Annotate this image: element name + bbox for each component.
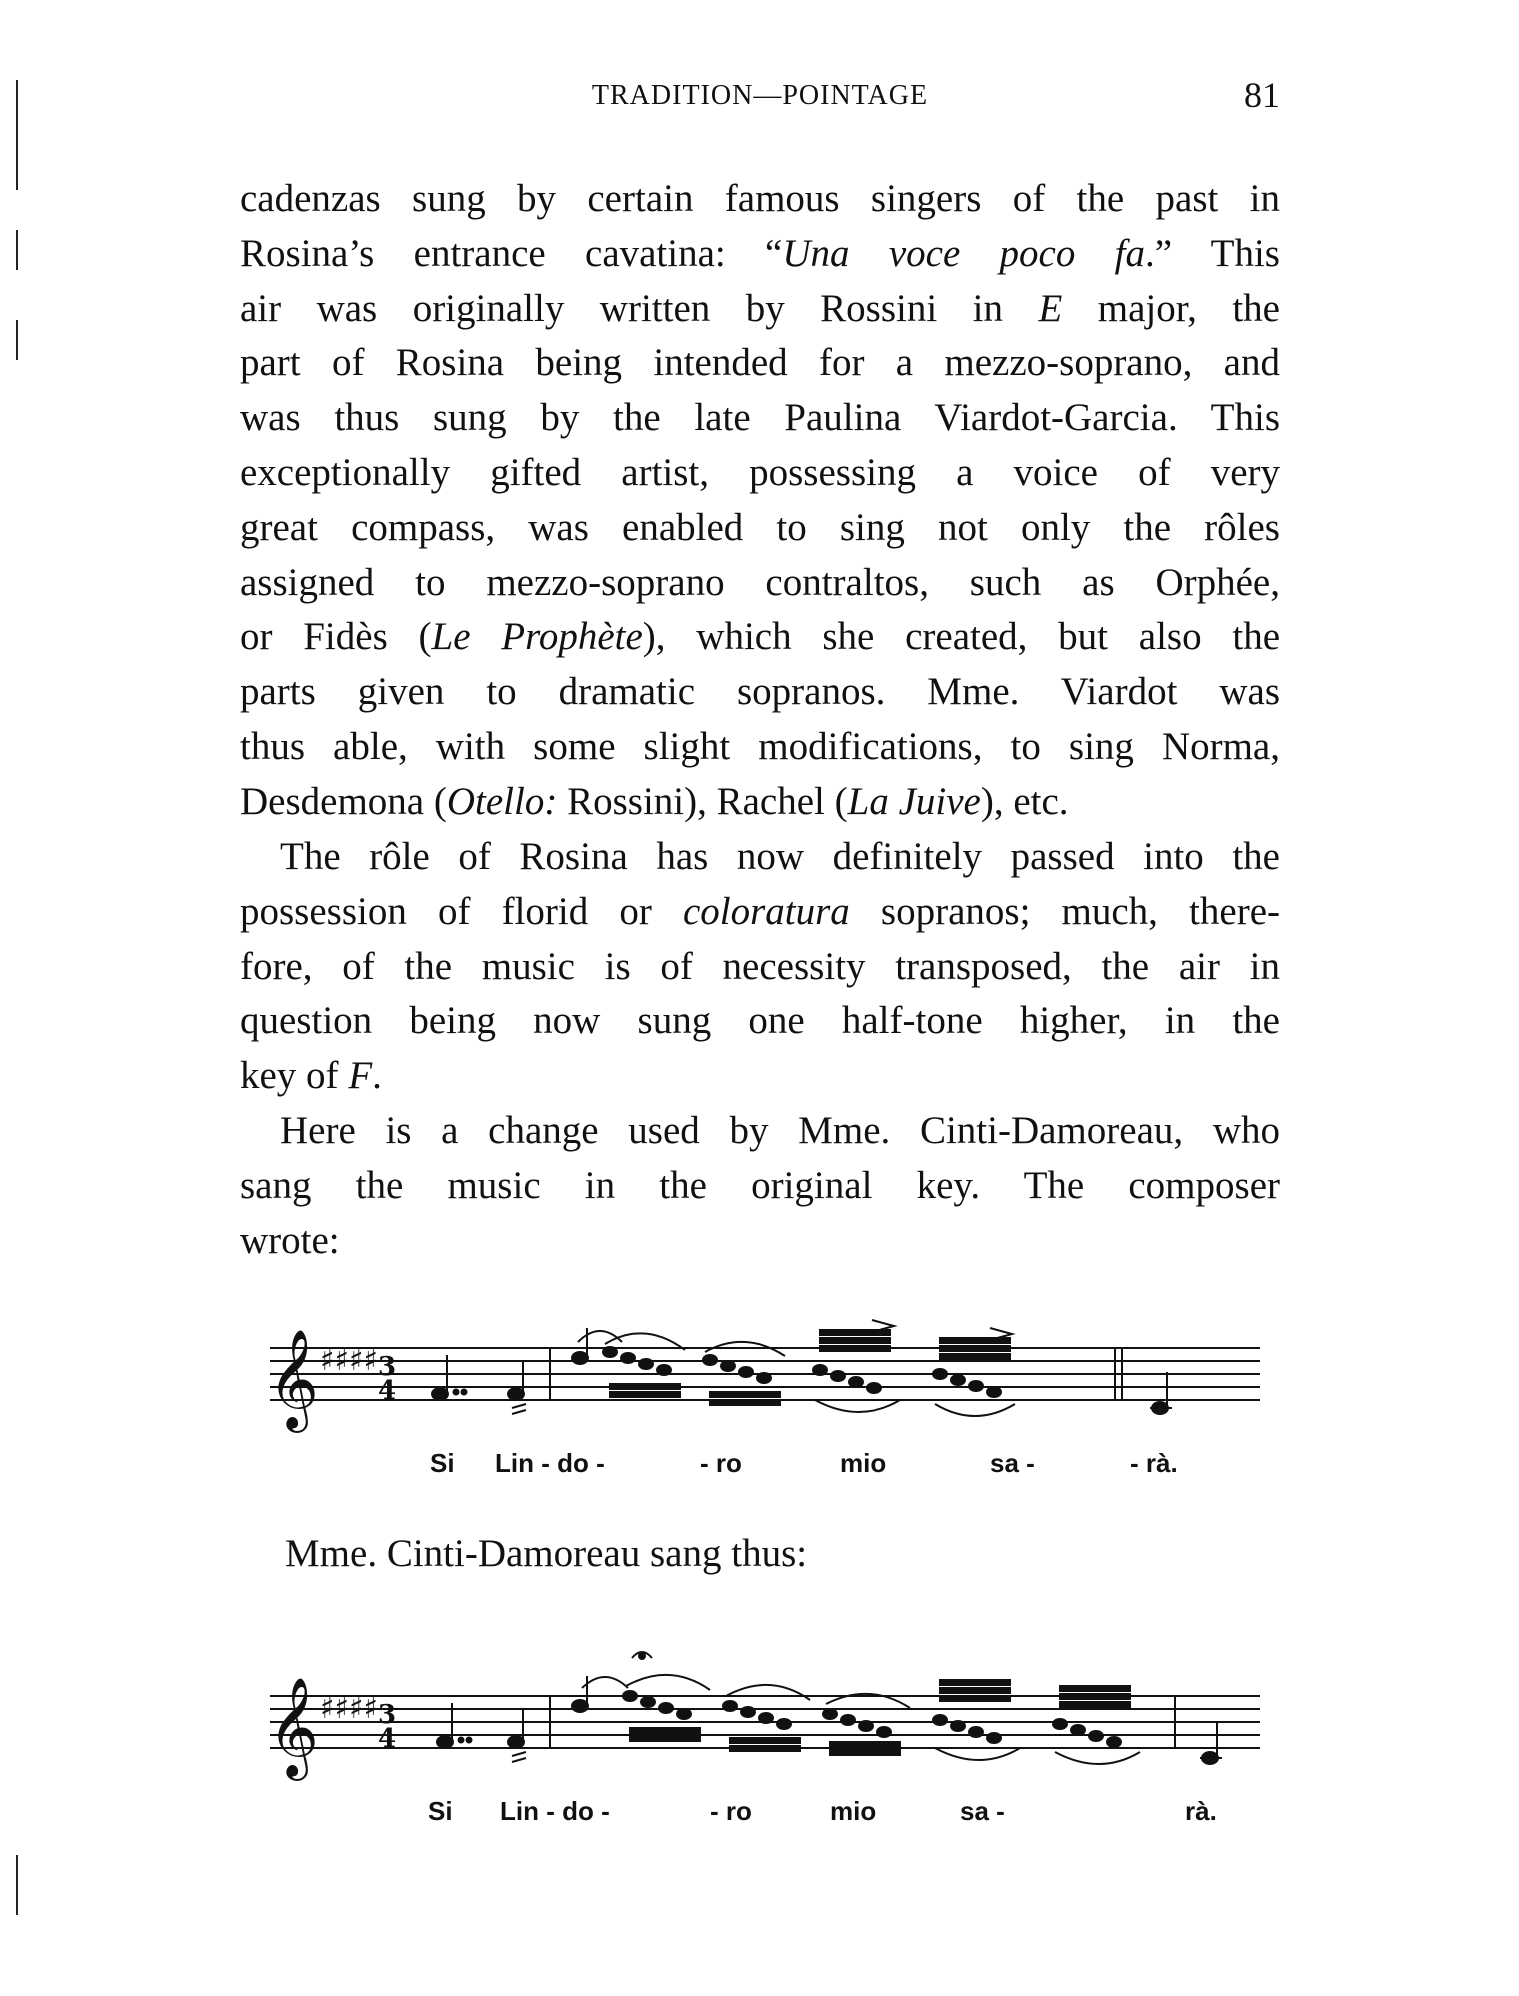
svg-text:4: 4 bbox=[378, 1724, 397, 1754]
lyric-syllable: - ro bbox=[710, 1796, 752, 1826]
text-line: sang the music in the original key. The composer bbox=[240, 1163, 1280, 1207]
music-example-2 bbox=[260, 1628, 1280, 1828]
svg-text:3: 3 bbox=[378, 1352, 397, 1382]
left-margin-rule bbox=[16, 320, 18, 360]
text-line: Rosina’s entrance cavatina: “Una voce poco fa.” This bbox=[240, 231, 1280, 275]
text-line: Here is a change used by Mme. Cinti-Damoreau, who bbox=[280, 1109, 1280, 1152]
text-line: was thus sung by the late Paulina Viardot-Garcia. This bbox=[240, 396, 1280, 440]
text-line: cadenzas sung by certain famous singers of the past in bbox=[240, 177, 1280, 220]
text-line: part of Rosina being intended for a mezzo-soprano, and bbox=[240, 341, 1280, 385]
text-line: possession of florid or coloratura sopranos; much, there- bbox=[240, 889, 1280, 933]
lyric-syllable: Si bbox=[430, 1448, 455, 1478]
key-signature: ♯♯♯♯ bbox=[320, 1691, 379, 1726]
text-line: question being now sung one half-tone higher, in the bbox=[240, 999, 1280, 1043]
example-caption: Mme. Cinti-Damoreau sang thus: bbox=[285, 1532, 808, 1575]
text-line: exceptionally gifted artist, possessing a voice of very bbox=[240, 450, 1280, 494]
text-line: fore, of the music is of necessity transposed, the air in bbox=[240, 944, 1280, 988]
running-title: TRADITION—POINTAGE bbox=[591, 80, 929, 111]
text-line: or Fidès (Le Prophète), which she created, but also the bbox=[240, 615, 1281, 659]
paragraph-2 bbox=[240, 830, 1280, 1104]
text-line: Desdemona (Otello: Rossini), Rachel (La Juive), etc. bbox=[240, 779, 1069, 823]
left-margin-rule bbox=[16, 80, 18, 190]
lyric-syllable: rà. bbox=[1185, 1796, 1217, 1826]
text-line: thus able, with some slight modifications, to sing Norma, bbox=[240, 724, 1280, 768]
svg-text:4: 4 bbox=[378, 1376, 397, 1406]
lyric-syllable: sa - bbox=[960, 1796, 1005, 1826]
lyric-syllable: Lin - do - bbox=[500, 1796, 610, 1826]
lyric-syllable: sa - bbox=[990, 1448, 1035, 1478]
lyric-syllable: mio bbox=[830, 1796, 877, 1826]
text-line: air was originally written by Rossini in E major, the bbox=[240, 286, 1280, 330]
page-header bbox=[240, 74, 1280, 114]
text-line: wrote: bbox=[240, 1218, 340, 1262]
treble-clef-icon: 𝄞 bbox=[268, 1329, 319, 1429]
text-line: parts given to dramatic sopranos. Mme. Viardot was bbox=[240, 670, 1280, 714]
staff-notation bbox=[260, 1628, 1280, 1788]
staff-notation bbox=[260, 1300, 1280, 1440]
page-number: 81 bbox=[1244, 75, 1280, 115]
music-example-1 bbox=[260, 1300, 1280, 1480]
svg-text:3: 3 bbox=[378, 1700, 397, 1730]
lyric-syllable: Lin - do - bbox=[495, 1448, 605, 1478]
text-line: The rôle of Rosina has now definitely passed into the bbox=[280, 835, 1280, 878]
paragraph-1 bbox=[240, 172, 1280, 830]
paragraph-3 bbox=[240, 1104, 1280, 1268]
text-line: great compass, was enabled to sing not only the rôles bbox=[240, 505, 1280, 549]
left-margin-rule bbox=[16, 1855, 18, 1915]
lyric-syllable: - rà. bbox=[1130, 1448, 1178, 1478]
lyric-syllable: - ro bbox=[700, 1448, 742, 1478]
left-margin-rule bbox=[16, 230, 18, 270]
lyric-syllable: Si bbox=[428, 1796, 453, 1826]
text-line: key of F. bbox=[240, 1054, 382, 1098]
key-signature: ♯♯♯♯ bbox=[320, 1343, 379, 1378]
treble-clef-icon: 𝄞 bbox=[268, 1677, 319, 1777]
lyric-syllable: mio bbox=[840, 1448, 887, 1478]
text-line: assigned to mezzo-soprano contraltos, such as Orphée, bbox=[240, 560, 1280, 604]
